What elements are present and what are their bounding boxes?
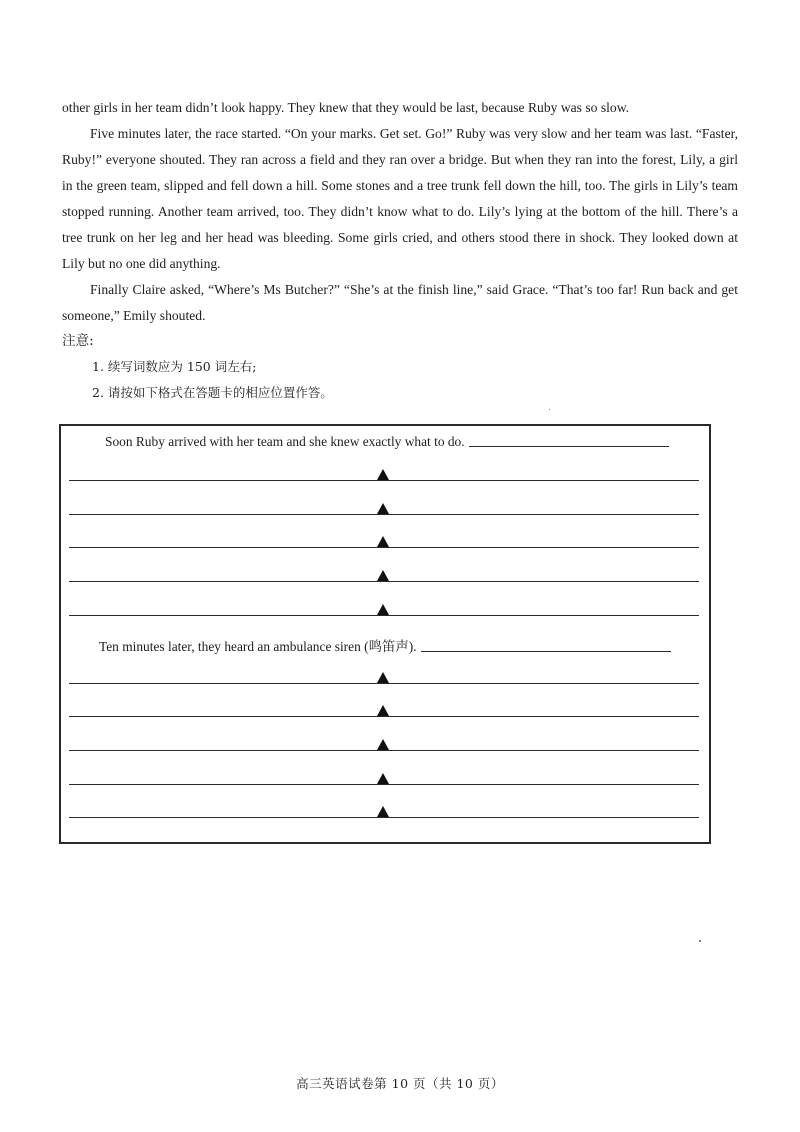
prompt-2-fill-line[interactable]: [421, 650, 671, 652]
writing-line[interactable]: [69, 547, 699, 548]
continuation-prompt-2: [99, 636, 671, 655]
triangle-marker-icon: [377, 806, 389, 817]
triangle-marker-icon: [377, 705, 389, 716]
prompt-1-fill-line[interactable]: [469, 445, 669, 447]
passage-paragraph-1-text: other girls in her team didn’t look happy. They knew that they would be last, because Ruby was so slow.: [62, 100, 630, 115]
writing-line[interactable]: [69, 716, 699, 717]
writing-line[interactable]: [69, 480, 699, 481]
writing-line[interactable]: [69, 581, 699, 582]
triangle-marker-icon: [377, 469, 389, 480]
writing-line[interactable]: [69, 683, 699, 684]
triangle-marker-icon: [377, 570, 389, 581]
passage-paragraph-2: [62, 121, 738, 277]
passage-paragraph-3-text: Finally Claire asked, “Where’s Ms Butcher?” “She’s at the finish line,” said Grace. “That’s too far! Run back and get someone,” Emily shouted.: [62, 282, 738, 323]
continuation-prompt-2-text: Ten minutes later, they heard an ambulance siren (鸣笛声).: [99, 639, 417, 654]
passage-paragraph-3: [62, 277, 738, 329]
passage-paragraph-1: [62, 95, 738, 121]
writing-line[interactable]: [69, 514, 699, 515]
note-item-format: 2. 请按如下格式在答题卡的相应位置作答。: [92, 385, 333, 400]
scan-speck: [699, 940, 701, 942]
notes-section: [62, 328, 333, 406]
triangle-marker-icon: [377, 604, 389, 615]
passage-paragraph-2-text: Five minutes later, the race started. “On your marks. Get set. Go!” Ruby was very slow and her team was last. “Faster, Ruby!” everyone shouted. They ran across a field and they ran over a bridge. But when they ran into the forest, Lily, a girl in the green team, slipped and fell down a hill. Some stones and a tree trunk fell down the hill, too. The girls in Lily’s team stopped running. Another team arrived, too. They didn’t know what to do. Lily’s lying at the bottom of the hill. There’s a tree trunk on her leg and her head was bleeding. Some girls cried, and others stood there in shock. They looked down at Lily but no one did anything.: [62, 126, 738, 271]
continuation-prompt-1-text: Soon Ruby arrived with her team and she knew exactly what to do.: [105, 434, 465, 449]
triangle-marker-icon: [377, 536, 389, 547]
triangle-marker-icon: [377, 739, 389, 750]
triangle-marker-icon: [377, 773, 389, 784]
writing-line[interactable]: [69, 750, 699, 751]
writing-line[interactable]: [69, 615, 699, 616]
note-item-word-count: 1. 续写词数应为 150 词左右;: [92, 359, 257, 374]
writing-line[interactable]: [69, 784, 699, 785]
triangle-marker-icon: [377, 503, 389, 514]
scan-speck: [549, 409, 550, 410]
continuation-prompt-1: [105, 434, 669, 450]
writing-line[interactable]: [69, 817, 699, 818]
triangle-marker-icon: [377, 672, 389, 683]
answer-box: [59, 424, 711, 844]
page-footer: 高三英语试卷第 10 页（共 10 页）: [296, 1076, 504, 1091]
notes-heading: 注意:: [62, 333, 94, 349]
